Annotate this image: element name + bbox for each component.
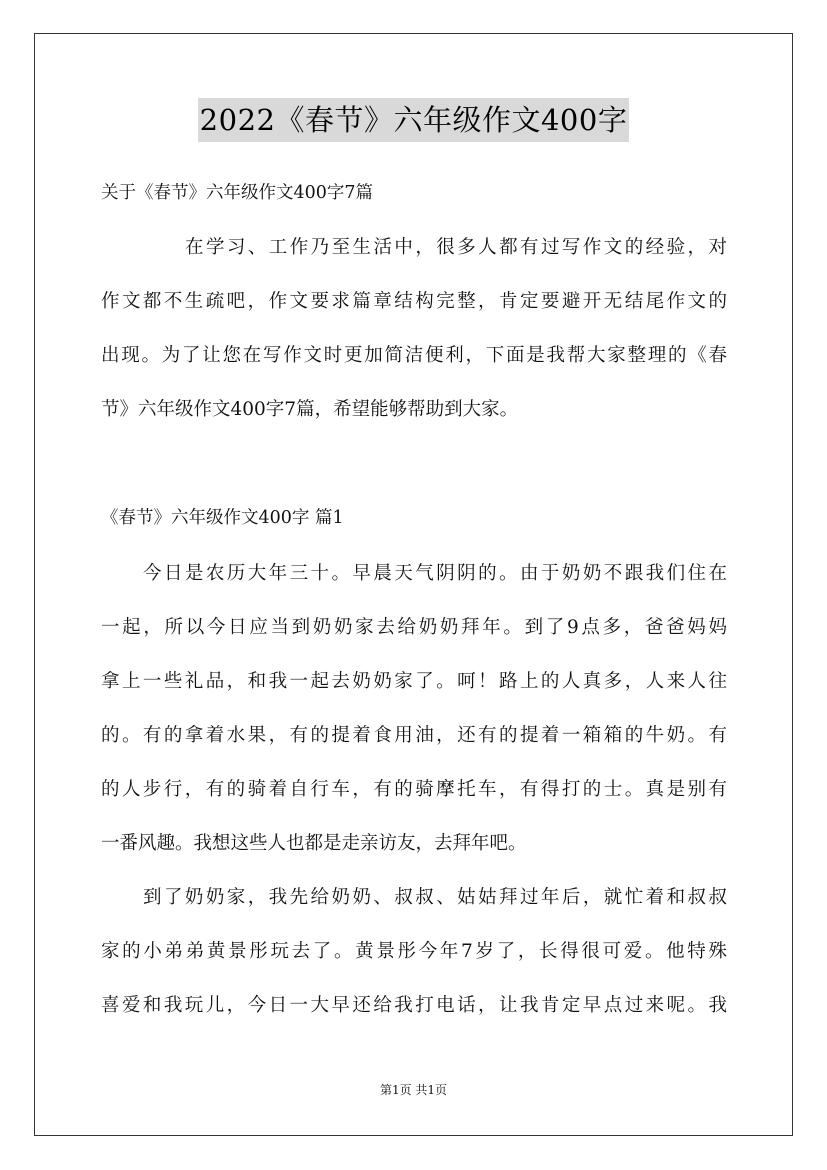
- essay-line: 一番风趣。我想这些人也都是走亲访友，去拜年吧。: [101, 833, 527, 854]
- intro-line: 节》六年级作文400字7篇，希望能够帮助到大家。: [101, 399, 519, 420]
- intro-paragraph: [101, 221, 727, 437]
- essay-line: 到了奶奶家，我先给奶奶、叔叔、姑姑拜过年后，就忙着和叔叔: [143, 887, 727, 908]
- intro-line: 作文都不生疏吧，作文要求篇章结构完整，肯定要避开无结尾作文的: [101, 291, 727, 312]
- essay-line: 一起，所以今日应当到奶奶家去给奶奶拜年。到了9点多，爸爸妈妈: [101, 617, 727, 638]
- essay-line: 喜爱和我玩儿，今日一大早还给我打电话，让我肯定早点过来呢。我: [101, 995, 727, 1016]
- essay-paragraph-2: [101, 871, 727, 1033]
- essay-line: 的。有的拿着水果，有的提着食用油，还有的提着一箱箱的牛奶。有: [101, 725, 727, 746]
- title-container: [0, 98, 827, 142]
- essay-paragraph-1: [101, 547, 727, 871]
- intro-line: 在学习、工作乃至生活中，很多人都有过写作文的经验，对: [185, 237, 727, 258]
- document-subtitle: 关于《春节》六年级作文400字7篇: [101, 183, 374, 203]
- document-title: 2022《春节》六年级作文400字: [198, 98, 630, 142]
- intro-line: 出现。为了让您在写作文时更加简洁便利，下面是我帮大家整理的《春: [101, 345, 727, 366]
- essay-line: 拿上一些礼品，和我一起去奶奶家了。呵！路上的人真多，人来人往: [101, 671, 727, 692]
- essay-line: 今日是农历大年三十。早晨天气阴阴的。由于奶奶不跟我们住在: [143, 563, 727, 584]
- essay-line: 的人步行，有的骑着自行车，有的骑摩托车，有得打的士。真是别有: [101, 779, 727, 800]
- section-heading: 《春节》六年级作文400字 篇1: [101, 508, 344, 528]
- page-footer: 第1页 共1页: [379, 1083, 448, 1097]
- essay-line: 家的小弟弟黄景彤玩去了。黄景彤今年7岁了，长得很可爱。他特殊: [101, 941, 727, 962]
